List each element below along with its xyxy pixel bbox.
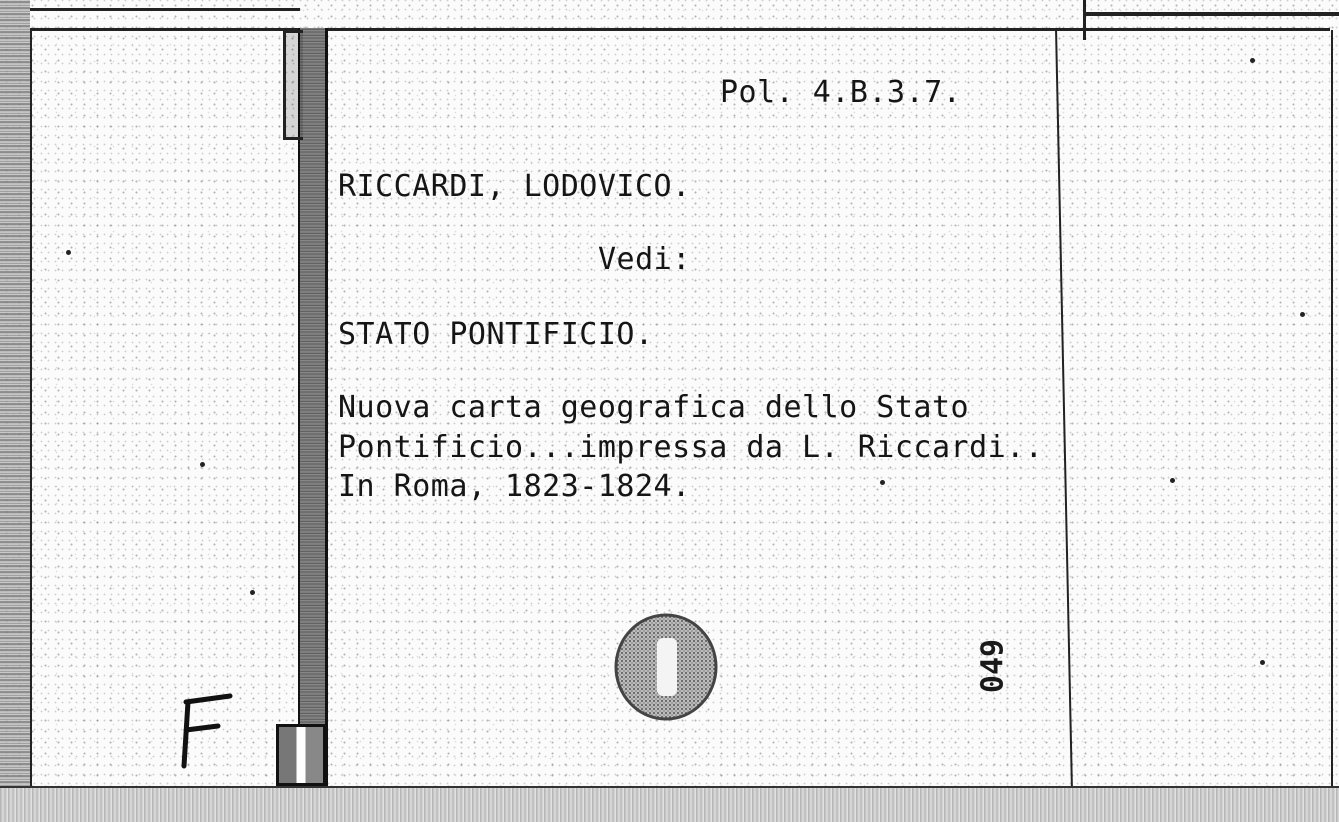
speck bbox=[1260, 660, 1265, 665]
binder-tab-top bbox=[283, 30, 303, 140]
binder-tab-bottom bbox=[276, 724, 326, 786]
title-line-2: Pontificio...impressa da L. Riccardi.. bbox=[338, 430, 1044, 465]
binder-strip bbox=[298, 28, 328, 786]
handwritten-f-mark bbox=[178, 690, 238, 770]
speck bbox=[1170, 478, 1175, 483]
author-heading: RICCARDI, LODOVICO. bbox=[338, 169, 691, 204]
speck bbox=[200, 462, 205, 467]
card-right-edge bbox=[1055, 28, 1073, 788]
stamp-number-text: 049 bbox=[975, 638, 1011, 694]
see-also-label: Vedi: bbox=[598, 242, 691, 277]
far-right-line bbox=[1331, 30, 1333, 786]
speck bbox=[1250, 58, 1255, 63]
bottom-edge-strip bbox=[0, 786, 1339, 822]
speck bbox=[1300, 312, 1305, 317]
title-line-1: Nuova carta geografica dello Stato bbox=[338, 390, 970, 425]
stamp-number bbox=[975, 626, 1011, 706]
top-border-main bbox=[30, 28, 1330, 31]
right-frame-line bbox=[1083, 0, 1086, 40]
left-edge-strip bbox=[0, 0, 30, 822]
top-border-left bbox=[30, 8, 300, 11]
speck bbox=[250, 590, 255, 595]
subject-heading: STATO PONTIFICIO. bbox=[338, 317, 654, 352]
call-number: Pol. 4.B.3.7. bbox=[720, 75, 962, 110]
left-frame-line bbox=[30, 28, 32, 786]
title-line-3: In Roma, 1823-1824. bbox=[338, 469, 691, 504]
speck bbox=[66, 250, 71, 255]
top-border-right bbox=[1085, 12, 1339, 16]
punch-hole-icon bbox=[613, 612, 719, 722]
speck bbox=[880, 480, 885, 485]
